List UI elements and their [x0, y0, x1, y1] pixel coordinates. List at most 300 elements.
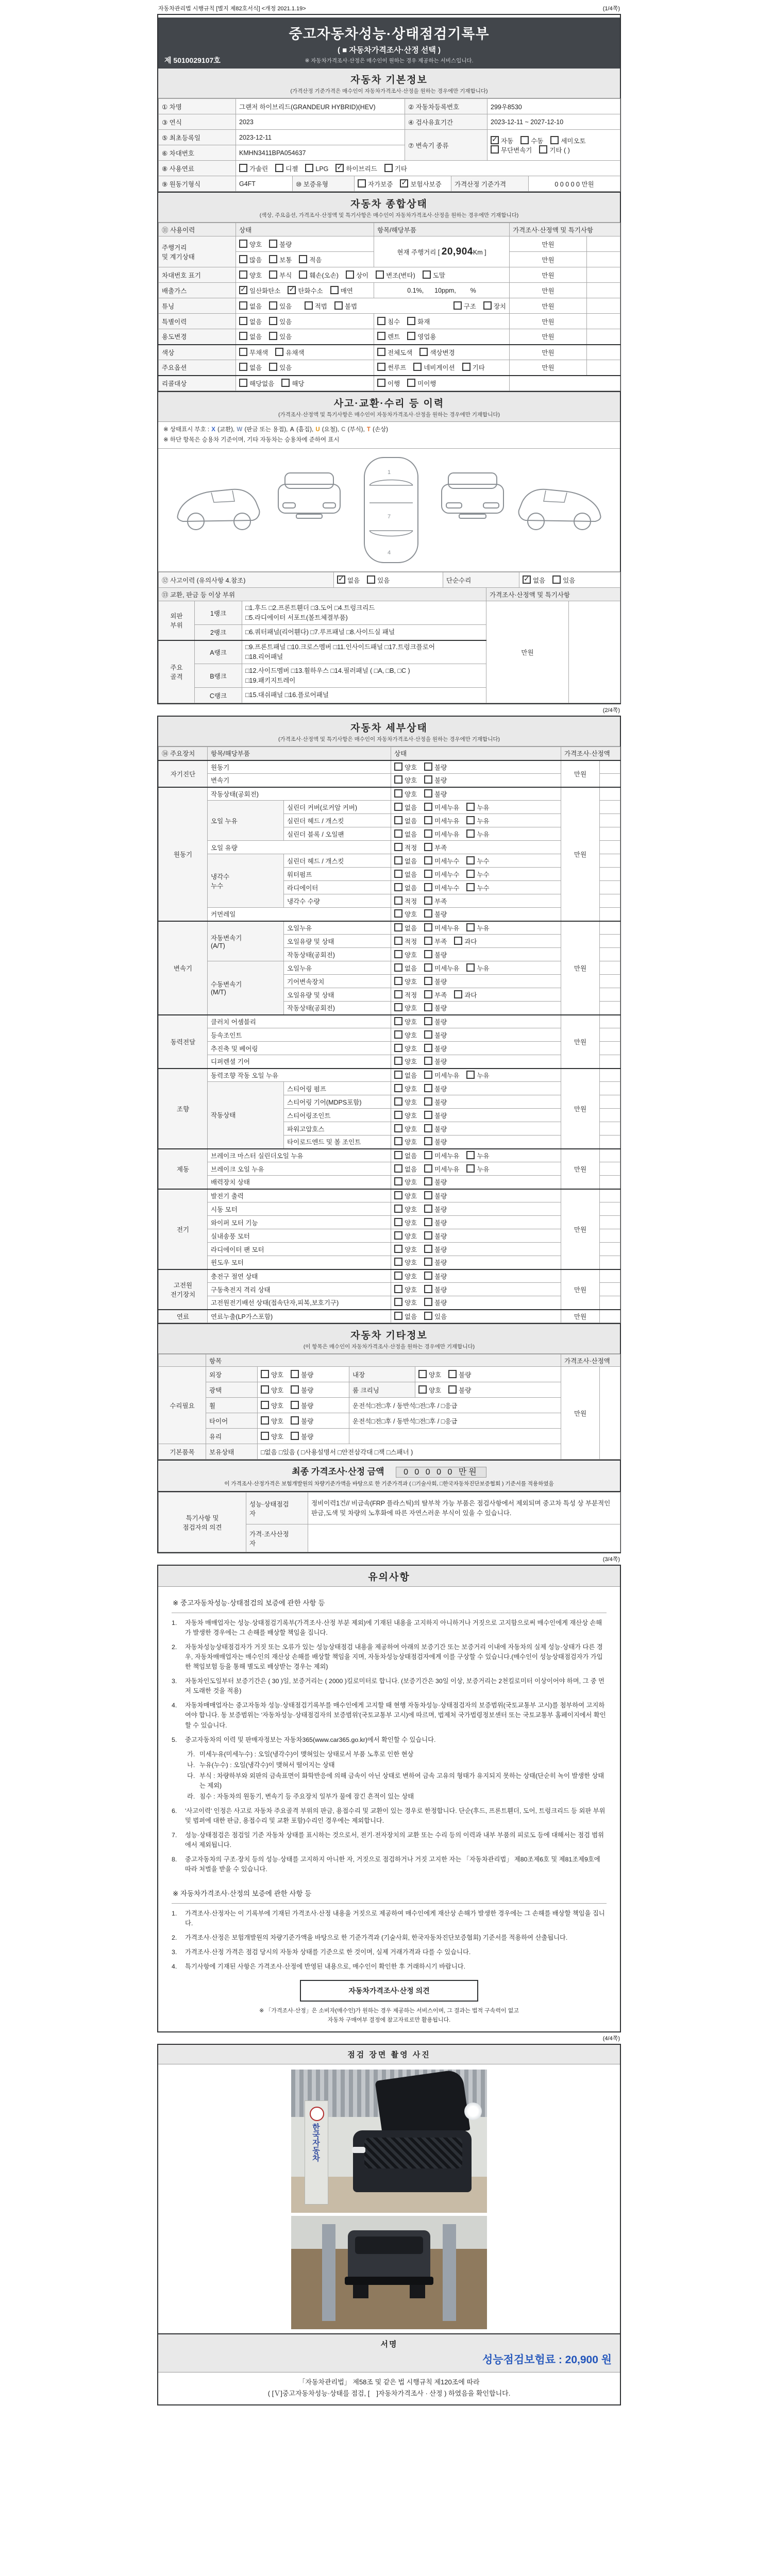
- checkbox-icon[interactable]: [424, 1164, 432, 1173]
- checkbox-icon[interactable]: [424, 1177, 432, 1185]
- checkbox-icon[interactable]: [539, 145, 547, 154]
- option-영업용[interactable]: 영업용: [407, 332, 436, 341]
- option-하이브리드[interactable]: ✓ 하이브리드: [335, 164, 377, 173]
- option-과다[interactable]: 과다: [454, 937, 477, 946]
- option-부식[interactable]: 부식: [269, 270, 292, 280]
- checkbox-icon[interactable]: [394, 990, 402, 998]
- checkbox-icon[interactable]: [394, 883, 402, 891]
- checkbox-icon[interactable]: [448, 1385, 457, 1394]
- option-화재[interactable]: 화재: [407, 317, 430, 326]
- option-양호[interactable]: 양호: [394, 789, 417, 799]
- option-없음[interactable]: 없음: [394, 829, 417, 839]
- option-없음[interactable]: 없음: [394, 923, 417, 933]
- option-양호[interactable]: 양호: [394, 950, 417, 959]
- checkbox-icon[interactable]: [377, 379, 385, 387]
- checkbox-icon[interactable]: [394, 1258, 402, 1266]
- checkbox-icon[interactable]: [275, 348, 283, 356]
- option-많음[interactable]: 많음: [239, 255, 262, 264]
- option-양호[interactable]: 양호: [394, 1124, 417, 1133]
- checkbox-icon[interactable]: [376, 270, 384, 279]
- checkbox-icon[interactable]: [367, 575, 375, 584]
- option-불량[interactable]: 불량: [424, 1285, 447, 1294]
- checkbox-icon[interactable]: [424, 1205, 432, 1213]
- option-양호[interactable]: 양호: [261, 1416, 283, 1426]
- option-없음[interactable]: 없음: [239, 363, 262, 372]
- option-양호[interactable]: 양호: [239, 240, 262, 249]
- checkbox-icon[interactable]: [239, 379, 247, 387]
- option-불량[interactable]: 불량: [424, 1177, 447, 1187]
- option-없음[interactable]: 없음: [394, 1312, 417, 1321]
- checkbox-icon[interactable]: [239, 270, 247, 279]
- checkbox-icon[interactable]: [448, 1370, 457, 1378]
- option-양호[interactable]: 양호: [239, 270, 262, 280]
- checkbox-icon[interactable]: [269, 301, 277, 310]
- option-불량[interactable]: 불량: [424, 1003, 447, 1012]
- option-없음[interactable]: 없음: [394, 1151, 417, 1160]
- option-양호[interactable]: 양호: [394, 1245, 417, 1254]
- option-썬루프[interactable]: 썬루프: [377, 363, 406, 372]
- checkbox-icon[interactable]: [407, 379, 415, 387]
- option-양호[interactable]: 양호: [261, 1385, 283, 1395]
- option-불량[interactable]: 불량: [291, 1432, 313, 1441]
- checkbox-icon[interactable]: [424, 1003, 432, 1011]
- checkbox-icon[interactable]: [424, 1124, 432, 1132]
- option-양호[interactable]: 양호: [394, 977, 417, 986]
- checkbox-icon[interactable]: [523, 575, 531, 584]
- option-양호[interactable]: 양호: [394, 1044, 417, 1053]
- checkbox-icon[interactable]: [269, 240, 277, 248]
- option-불량[interactable]: 불량: [424, 1137, 447, 1146]
- option-누유[interactable]: 누유: [466, 1071, 489, 1080]
- option-구조[interactable]: 구조: [453, 301, 476, 311]
- checkbox-icon[interactable]: [394, 977, 402, 985]
- option-양호[interactable]: 양호: [261, 1401, 283, 1410]
- checkbox-icon[interactable]: [424, 1137, 432, 1145]
- option-불량[interactable]: 불량: [291, 1416, 313, 1426]
- checkbox-icon[interactable]: [291, 1416, 299, 1425]
- option-양호[interactable]: 양호: [418, 1385, 441, 1395]
- option-상이[interactable]: 상이: [346, 270, 368, 280]
- checkbox-icon[interactable]: [377, 317, 385, 325]
- checkbox-icon[interactable]: [491, 145, 499, 154]
- option-양호[interactable]: 양호: [394, 1218, 417, 1227]
- checkbox-icon[interactable]: [424, 977, 432, 985]
- option-양호[interactable]: 양호: [394, 1137, 417, 1146]
- option-없음[interactable]: ✓ 없음: [523, 575, 545, 585]
- option-불량[interactable]: 불량: [291, 1385, 313, 1395]
- checkbox-icon[interactable]: [407, 317, 415, 325]
- checkbox-icon[interactable]: [394, 896, 402, 905]
- checkbox-icon[interactable]: [239, 332, 247, 340]
- checkbox-icon[interactable]: [424, 843, 432, 851]
- checkbox-icon[interactable]: [466, 963, 475, 972]
- option-있음[interactable]: 있음: [269, 317, 292, 326]
- option-부족[interactable]: 부족: [424, 843, 447, 852]
- checkbox-icon[interactable]: [424, 1097, 432, 1106]
- option-양호[interactable]: 양호: [418, 1370, 441, 1379]
- checkbox-icon[interactable]: [239, 286, 247, 294]
- option-양호[interactable]: 양호: [394, 1084, 417, 1093]
- option-양호[interactable]: 양호: [261, 1370, 283, 1379]
- checkbox-icon[interactable]: [291, 1401, 299, 1409]
- checkbox-icon[interactable]: [394, 816, 402, 824]
- checkbox-icon[interactable]: [394, 856, 402, 865]
- checkbox-icon[interactable]: [394, 950, 402, 958]
- option-변조(변타)[interactable]: 변조(변타): [376, 270, 415, 280]
- checkbox-icon[interactable]: [299, 270, 307, 279]
- checkbox-icon[interactable]: [454, 990, 462, 998]
- checkbox-icon[interactable]: [491, 136, 499, 144]
- checkbox-icon[interactable]: [453, 301, 462, 310]
- checkbox-icon[interactable]: [424, 762, 432, 771]
- checkbox-icon[interactable]: [358, 179, 366, 188]
- checkbox-icon[interactable]: [552, 575, 561, 584]
- option-누유[interactable]: 누유: [466, 963, 489, 973]
- checkbox-icon[interactable]: [335, 164, 344, 172]
- option-누유[interactable]: 누유: [466, 923, 489, 933]
- checkbox-icon[interactable]: [394, 1205, 402, 1213]
- option-보험사보증[interactable]: ✓ 보험사보증: [400, 179, 441, 189]
- checkbox-icon[interactable]: [394, 937, 402, 945]
- checkbox-icon[interactable]: [394, 1298, 402, 1306]
- checkbox-icon[interactable]: [299, 255, 307, 263]
- checkbox-icon[interactable]: [394, 803, 402, 811]
- option-양호[interactable]: 양호: [394, 1177, 417, 1187]
- option-누수[interactable]: 누수: [466, 856, 489, 866]
- checkbox-icon[interactable]: [424, 1017, 432, 1025]
- option-장치[interactable]: 장치: [483, 301, 506, 311]
- option-있음[interactable]: 있음: [269, 363, 292, 372]
- checkbox-icon[interactable]: [394, 1111, 402, 1119]
- checkbox-icon[interactable]: [419, 348, 428, 356]
- checkbox-icon[interactable]: [424, 963, 432, 972]
- checkbox-icon[interactable]: [424, 1030, 432, 1039]
- checkbox-icon[interactable]: [424, 923, 432, 931]
- option-없음[interactable]: 없음: [239, 301, 262, 311]
- option-LPG[interactable]: LPG: [305, 164, 328, 173]
- checkbox-icon[interactable]: [424, 1057, 432, 1065]
- checkbox-icon[interactable]: [424, 789, 432, 798]
- checkbox-icon[interactable]: [394, 1084, 402, 1092]
- option-양호[interactable]: 양호: [394, 1057, 417, 1066]
- option-누유[interactable]: 누유: [466, 816, 489, 825]
- option-미세누유[interactable]: 미세누유: [424, 829, 459, 839]
- option-불량[interactable]: 불량: [424, 1218, 447, 1227]
- option-미세누유[interactable]: 미세누유: [424, 923, 459, 933]
- option-이행[interactable]: 이행: [377, 379, 400, 388]
- checkbox-icon[interactable]: [269, 363, 277, 371]
- checkbox-icon[interactable]: [466, 816, 475, 824]
- option-양호[interactable]: 양호: [394, 1205, 417, 1214]
- checkbox-icon[interactable]: [424, 816, 432, 824]
- checkbox-icon[interactable]: [466, 856, 475, 865]
- option-가솔린[interactable]: 가솔린: [239, 164, 268, 173]
- checkbox-icon[interactable]: [424, 1231, 432, 1240]
- option-양호[interactable]: 양호: [394, 762, 417, 772]
- option-양호[interactable]: 양호: [394, 1030, 417, 1040]
- checkbox-icon[interactable]: [394, 1218, 402, 1226]
- checkbox-icon[interactable]: [269, 317, 277, 325]
- checkbox-icon[interactable]: [305, 164, 313, 172]
- option-적정[interactable]: 적정: [394, 990, 417, 999]
- checkbox-icon[interactable]: [466, 883, 475, 891]
- checkbox-icon[interactable]: [394, 1177, 402, 1185]
- option-양호[interactable]: 양호: [394, 1258, 417, 1267]
- option-세미오토[interactable]: 세미오토: [550, 136, 585, 145]
- checkbox-icon[interactable]: [337, 575, 345, 584]
- option-미세누수[interactable]: 미세누수: [424, 870, 459, 879]
- option-미세누유[interactable]: 미세누유: [424, 1151, 459, 1160]
- option-불량[interactable]: 불량: [424, 1084, 447, 1093]
- option-양호[interactable]: 양호: [394, 775, 417, 785]
- checkbox-icon[interactable]: [377, 332, 385, 340]
- option-미세누유[interactable]: 미세누유: [424, 803, 459, 812]
- option-침수[interactable]: 침수: [377, 317, 400, 326]
- option-불량[interactable]: 불량: [424, 1298, 447, 1307]
- checkbox-icon[interactable]: [454, 937, 462, 945]
- checkbox-icon[interactable]: [424, 1151, 432, 1159]
- option-미세누수[interactable]: 미세누수: [424, 856, 459, 866]
- option-불량[interactable]: 불량: [424, 1017, 447, 1026]
- option-불량[interactable]: 불량: [424, 909, 447, 919]
- option-불량[interactable]: 불량: [424, 1044, 447, 1053]
- checkbox-icon[interactable]: [394, 963, 402, 972]
- option-없음[interactable]: 없음: [394, 803, 417, 812]
- option-불량[interactable]: 불량: [424, 1205, 447, 1214]
- option-불량[interactable]: 불량: [424, 950, 447, 959]
- option-있음[interactable]: 있음: [269, 332, 292, 341]
- option-적정[interactable]: 적정: [394, 937, 417, 946]
- checkbox-icon[interactable]: [261, 1416, 269, 1425]
- checkbox-icon[interactable]: [269, 270, 277, 279]
- option-누유[interactable]: 누유: [466, 829, 489, 839]
- option-자가보증[interactable]: 자가보증: [358, 179, 393, 189]
- option-불량[interactable]: 불량: [424, 1272, 447, 1281]
- option-미세누수[interactable]: 미세누수: [424, 883, 459, 892]
- checkbox-icon[interactable]: [424, 990, 432, 998]
- option-불량[interactable]: 불량: [291, 1401, 313, 1410]
- option-있음[interactable]: 있음: [367, 575, 390, 585]
- checkbox-icon[interactable]: [418, 1385, 427, 1394]
- option-불량[interactable]: 불량: [269, 240, 292, 249]
- checkbox-icon[interactable]: [462, 363, 470, 371]
- option-디젤[interactable]: 디젤: [275, 164, 298, 173]
- checkbox-icon[interactable]: [394, 789, 402, 798]
- checkbox-icon[interactable]: [424, 829, 432, 838]
- checkbox-icon[interactable]: [394, 1312, 402, 1320]
- checkbox-icon[interactable]: [424, 1218, 432, 1226]
- option-없음[interactable]: 없음: [394, 883, 417, 892]
- checkbox-icon[interactable]: [394, 1272, 402, 1280]
- option-없음[interactable]: 없음: [239, 317, 262, 326]
- checkbox-icon[interactable]: [377, 363, 385, 371]
- checkbox-icon[interactable]: [239, 348, 247, 356]
- option-누유[interactable]: 누유: [466, 803, 489, 812]
- option-양호[interactable]: 양호: [394, 1272, 417, 1281]
- option-양호[interactable]: 양호: [394, 1231, 417, 1241]
- checkbox-icon[interactable]: [424, 883, 432, 891]
- checkbox-icon[interactable]: [261, 1432, 269, 1440]
- option-적정[interactable]: 적정: [394, 896, 417, 906]
- checkbox-icon[interactable]: [424, 775, 432, 784]
- checkbox-icon[interactable]: [466, 923, 475, 931]
- checkbox-icon[interactable]: [394, 1003, 402, 1011]
- checkbox-icon[interactable]: [520, 136, 529, 144]
- option-해당[interactable]: 해당: [281, 379, 304, 388]
- checkbox-icon[interactable]: [330, 286, 339, 294]
- checkbox-icon[interactable]: [394, 762, 402, 771]
- checkbox-icon[interactable]: [424, 1298, 432, 1306]
- checkbox-icon[interactable]: [423, 270, 431, 279]
- checkbox-icon[interactable]: [394, 1137, 402, 1145]
- option-없음[interactable]: 없음: [394, 1071, 417, 1080]
- option-수동[interactable]: 수동: [520, 136, 543, 145]
- checkbox-icon[interactable]: [424, 1245, 432, 1253]
- checkbox-icon[interactable]: [394, 909, 402, 918]
- checkbox-icon[interactable]: [288, 286, 296, 294]
- checkbox-icon[interactable]: [394, 923, 402, 931]
- checkbox-icon[interactable]: [394, 1057, 402, 1065]
- option-색상변경[interactable]: 색상변경: [419, 348, 455, 357]
- checkbox-icon[interactable]: [424, 909, 432, 918]
- checkbox-icon[interactable]: [291, 1370, 299, 1378]
- checkbox-icon[interactable]: [424, 1071, 432, 1079]
- checkbox-icon[interactable]: [550, 136, 559, 144]
- checkbox-icon[interactable]: [424, 1191, 432, 1199]
- option-유채색[interactable]: 유채색: [275, 348, 304, 357]
- option-미세누유[interactable]: 미세누유: [424, 816, 459, 825]
- option-부족[interactable]: 부족: [424, 990, 447, 999]
- checkbox-icon[interactable]: [305, 301, 313, 310]
- option-불량[interactable]: 불량: [424, 1097, 447, 1107]
- checkbox-icon[interactable]: [400, 179, 408, 188]
- checkbox-icon[interactable]: [466, 1164, 475, 1173]
- option-부족[interactable]: 부족: [424, 896, 447, 906]
- option-무채색[interactable]: 무채색: [239, 348, 268, 357]
- option-불량[interactable]: 불량: [424, 1231, 447, 1241]
- option-해당없음[interactable]: 해당없음: [239, 379, 274, 388]
- option-기타[interactable]: 기타: [384, 164, 407, 173]
- option-전체도색[interactable]: 전체도색: [377, 348, 412, 357]
- checkbox-icon[interactable]: [424, 856, 432, 865]
- option-불량[interactable]: 불량: [424, 1191, 447, 1200]
- option-렌트[interactable]: 렌트: [377, 332, 400, 341]
- checkbox-icon[interactable]: [281, 379, 290, 387]
- checkbox-icon[interactable]: [424, 937, 432, 945]
- option-없음[interactable]: 없음: [394, 870, 417, 879]
- checkbox-icon[interactable]: [394, 1097, 402, 1106]
- option-훼손(오손)[interactable]: 훼손(오손): [299, 270, 339, 280]
- option-없음[interactable]: 없음: [394, 816, 417, 825]
- option-탄화수소[interactable]: ✓ 탄화수소: [288, 286, 323, 295]
- checkbox-icon[interactable]: [466, 870, 475, 878]
- option-미세누유[interactable]: 미세누유: [424, 963, 459, 973]
- option-양호[interactable]: 양호: [394, 1111, 417, 1120]
- checkbox-icon[interactable]: [239, 363, 247, 371]
- option-불량[interactable]: 불량: [424, 1124, 447, 1133]
- checkbox-icon[interactable]: [394, 1017, 402, 1025]
- checkbox-icon[interactable]: [291, 1432, 299, 1440]
- checkbox-icon[interactable]: [424, 1044, 432, 1052]
- checkbox-icon[interactable]: [424, 870, 432, 878]
- checkbox-icon[interactable]: [275, 164, 283, 172]
- checkbox-icon[interactable]: [466, 1071, 475, 1079]
- checkbox-icon[interactable]: [384, 164, 393, 172]
- checkbox-icon[interactable]: [269, 255, 277, 263]
- option-적음[interactable]: 적음: [299, 255, 322, 264]
- option-있음[interactable]: 있음: [269, 301, 292, 311]
- checkbox-icon[interactable]: [394, 829, 402, 838]
- option-양호[interactable]: 양호: [394, 1017, 417, 1026]
- option-누유[interactable]: 누유: [466, 1151, 489, 1160]
- option-누수[interactable]: 누수: [466, 870, 489, 879]
- option-없음[interactable]: ✓ 없음: [337, 575, 360, 585]
- option-누수[interactable]: 누수: [466, 883, 489, 892]
- checkbox-icon[interactable]: [239, 164, 247, 172]
- checkbox-icon[interactable]: [394, 775, 402, 784]
- checkbox-icon[interactable]: [424, 950, 432, 958]
- checkbox-icon[interactable]: [424, 1258, 432, 1266]
- option-미세누유[interactable]: 미세누유: [424, 1071, 459, 1080]
- option-양호[interactable]: 양호: [394, 909, 417, 919]
- checkbox-icon[interactable]: [407, 332, 415, 340]
- option-불량[interactable]: 불량: [424, 1111, 447, 1120]
- checkbox-icon[interactable]: [394, 1151, 402, 1159]
- checkbox-icon[interactable]: [269, 332, 277, 340]
- option-도말[interactable]: 도말: [423, 270, 445, 280]
- option-매연[interactable]: 매연: [330, 286, 353, 295]
- option-일산화탄소[interactable]: ✓ 일산화탄소: [239, 286, 280, 295]
- option-양호[interactable]: 양호: [394, 1285, 417, 1294]
- checkbox-icon[interactable]: [424, 896, 432, 905]
- option-불량[interactable]: 불량: [424, 762, 447, 772]
- checkbox-icon[interactable]: [424, 1084, 432, 1092]
- option-양호[interactable]: 양호: [394, 1191, 417, 1200]
- checkbox-icon[interactable]: [261, 1370, 269, 1378]
- checkbox-icon[interactable]: [291, 1385, 299, 1394]
- option-양호[interactable]: 양호: [394, 1097, 417, 1107]
- option-양호[interactable]: 양호: [394, 1298, 417, 1307]
- option-없음[interactable]: 없음: [394, 856, 417, 866]
- option-보통[interactable]: 보통: [269, 255, 292, 264]
- checkbox-icon[interactable]: [239, 301, 247, 310]
- checkbox-icon[interactable]: [424, 1285, 432, 1293]
- option-미이행[interactable]: 미이행: [407, 379, 436, 388]
- option-불량[interactable]: 불량: [424, 977, 447, 986]
- checkbox-icon[interactable]: [334, 301, 343, 310]
- option-과다[interactable]: 과다: [454, 990, 477, 999]
- checkbox-icon[interactable]: [377, 348, 385, 356]
- checkbox-icon[interactable]: [261, 1385, 269, 1394]
- checkbox-icon[interactable]: [394, 1071, 402, 1079]
- checkbox-icon[interactable]: [418, 1370, 427, 1378]
- checkbox-icon[interactable]: [394, 1245, 402, 1253]
- checkbox-icon[interactable]: [466, 803, 475, 811]
- checkbox-icon[interactable]: [239, 240, 247, 248]
- option-적법[interactable]: 적법: [305, 301, 327, 311]
- checkbox-icon[interactable]: [394, 1164, 402, 1173]
- option-양호[interactable]: 양호: [394, 1003, 417, 1012]
- option-불량[interactable]: 불량: [424, 1245, 447, 1254]
- option-불법[interactable]: 불법: [334, 301, 357, 311]
- option-불량[interactable]: 불량: [424, 1030, 447, 1040]
- checkbox-icon[interactable]: [394, 843, 402, 851]
- option-누유[interactable]: 누유: [466, 1164, 489, 1174]
- checkbox-icon[interactable]: [346, 270, 354, 279]
- option-없음[interactable]: 없음: [394, 1164, 417, 1174]
- checkbox-icon[interactable]: [394, 870, 402, 878]
- option-기타[interactable]: 기타: [462, 363, 485, 372]
